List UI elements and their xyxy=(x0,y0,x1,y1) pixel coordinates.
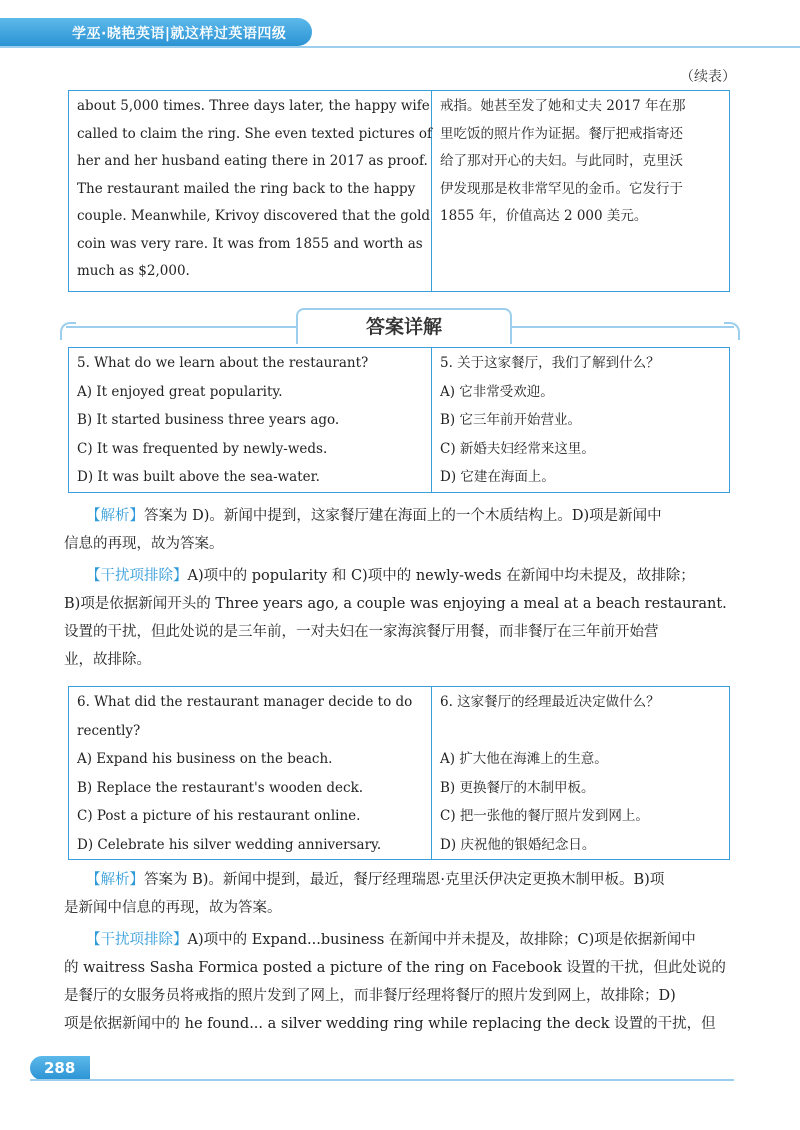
option-d: D) Celebrate his silver wedding anniversary. xyxy=(77,836,382,853)
option-d-zh: D) 它建在海面上。 xyxy=(440,469,555,485)
option-b-zh: B) 更换餐厅的木制甲板。 xyxy=(440,779,595,796)
option-b-zh: B) 它三年前开始营业。 xyxy=(440,412,581,428)
option-a: A) It enjoyed great popularity. xyxy=(77,383,283,400)
section-rule-corner-left xyxy=(60,322,76,340)
question-stem-zh: 6. 这家餐厅的经理最近决定做什么？ xyxy=(440,694,660,710)
q5-chinese xyxy=(432,348,729,492)
question-stem-zh: 5. 关于这家餐厅，我们了解到什么？ xyxy=(440,355,660,371)
distractor-line: 的 waitress Sasha Formica posted a picture of the ring on Facebook 设置的干扰，但此处说的 xyxy=(64,960,726,976)
page-number-badge xyxy=(30,1056,90,1080)
q6-distractor xyxy=(64,926,732,1038)
analysis-tag: 【解析】 xyxy=(86,508,144,524)
option-a-zh: A) 扩大他在海滩上的生意。 xyxy=(440,751,608,767)
footer-rule xyxy=(30,1079,734,1081)
section-rule-corner-right xyxy=(724,322,740,340)
passage-table xyxy=(68,90,730,292)
passage-line-zh: 戒指。她甚至发了她和丈夫 2017 年在那 xyxy=(440,98,686,114)
option-d: D) It was built above the sea-water. xyxy=(77,469,320,485)
passage-line-zh: 给了那对开心的夫妇。与此同时，克里沃 xyxy=(440,153,683,169)
distractor-line: B)项是依据新闻开头的 Three years ago, a couple was enjoying a meal at a beach restaurant. xyxy=(64,596,727,612)
passage-line: The restaurant mailed the ring back to the happy xyxy=(77,180,416,197)
passage-line: her and her husband eating there in 2017 as proof. xyxy=(77,153,428,169)
option-a-zh: A) 它非常受欢迎。 xyxy=(440,383,554,400)
distractor-tag: 【干扰项排除】 xyxy=(86,568,188,584)
question-stem: 6. What did the restaurant manager decide to do xyxy=(77,694,413,710)
passage-line: much as $2,000. xyxy=(77,263,190,279)
passage-line: couple. Meanwhile, Krivoy discovered that the gold xyxy=(77,208,431,224)
passage-line-zh: 伊发现那是枚非常罕见的金币。它发行于 xyxy=(440,180,683,197)
blank-line xyxy=(440,717,721,746)
q6-chinese xyxy=(432,687,729,859)
option-c-zh: C) 把一张他的餐厅照片发到网上。 xyxy=(440,808,649,824)
option-b: B) It started business three years ago. xyxy=(77,412,340,428)
passage-line-zh: 里吃饭的照片作为证据。餐厅把戒指寄还 xyxy=(440,125,683,142)
q5-distractor xyxy=(64,562,732,674)
passage-line: called to claim the ring. She even texted pictures of xyxy=(77,125,433,142)
distractor-line: 【干扰项排除】A)项中的 Expand...business 在新闻中并未提及，故排除；C)项是依据新闻中 xyxy=(86,932,696,948)
distractor-line: 业，故排除。 xyxy=(64,652,151,668)
question-stem: 5. What do we learn about the restaurant? xyxy=(77,355,369,371)
passage-chinese xyxy=(432,91,729,291)
analysis-line: 信息的再现，故为答案。 xyxy=(64,536,224,552)
analysis-line: 【解析】答案为 B)。新闻中提到，最近，餐厅经理瑞恩·克里沃伊决定更换木制甲板。B)项 xyxy=(86,872,665,888)
distractor-line: 项是依据新闻中的 he found... a silver wedding ring while replacing the deck 设置的干扰，但 xyxy=(64,1016,716,1032)
passage-line: coin was very rare. It was from 1855 and worth as xyxy=(77,235,423,252)
q6-analysis xyxy=(64,866,732,922)
option-c: C) Post a picture of his restaurant online. xyxy=(77,808,361,824)
passage-english xyxy=(69,91,432,291)
header-title: 学巫·晓艳英语|就这样过英语四级 xyxy=(72,26,287,42)
passage-line: about 5,000 times. Three days later, the happy wife xyxy=(77,98,430,114)
option-b: B) Replace the restaurant's wooden deck. xyxy=(77,779,364,796)
option-c: C) It was frequented by newly-weds. xyxy=(77,440,328,457)
q5-table xyxy=(68,347,730,493)
question-stem: recently? xyxy=(77,722,141,739)
q6-table xyxy=(68,686,730,860)
q5-english xyxy=(69,348,432,492)
section-title: 答案详解 xyxy=(296,308,512,344)
q5-analysis xyxy=(64,502,732,558)
header-rule xyxy=(0,46,800,48)
q6-english xyxy=(69,687,432,859)
header-banner xyxy=(0,18,312,46)
analysis-line: 是新闻中信息的再现，故为答案。 xyxy=(64,900,282,916)
analysis-line: 【解析】答案为 D)。新闻中提到，这家餐厅建在海面上的一个木质结构上。D)项是新闻中 xyxy=(86,508,662,524)
distractor-line: 是餐厅的女服务员将戒指的照片发到了网上，而非餐厅经理将餐厅的照片发到网上，故排除；D) xyxy=(64,988,676,1004)
page-number: 288 xyxy=(44,1059,76,1077)
option-a: A) Expand his business on the beach. xyxy=(77,751,333,767)
distractor-line: 【干扰项排除】A)项中的 popularity 和 C)项中的 newly-weds 在新闻中均未提及，故排除； xyxy=(86,568,695,584)
analysis-tag: 【解析】 xyxy=(86,872,144,888)
option-d-zh: D) 庆祝他的银婚纪念日。 xyxy=(440,836,596,853)
distractor-tag: 【干扰项排除】 xyxy=(86,932,188,948)
distractor-line: 设置的干扰，但此处说的是三年前，一对夫妇在一家海滨餐厅用餐，而非餐厅在三年前开始营 xyxy=(64,624,659,640)
passage-line-zh: 1855 年，价值高达 2 000 美元。 xyxy=(440,208,648,224)
option-c-zh: C) 新婚夫妇经常来这里。 xyxy=(440,440,595,457)
continued-label: （续表） xyxy=(680,69,736,85)
